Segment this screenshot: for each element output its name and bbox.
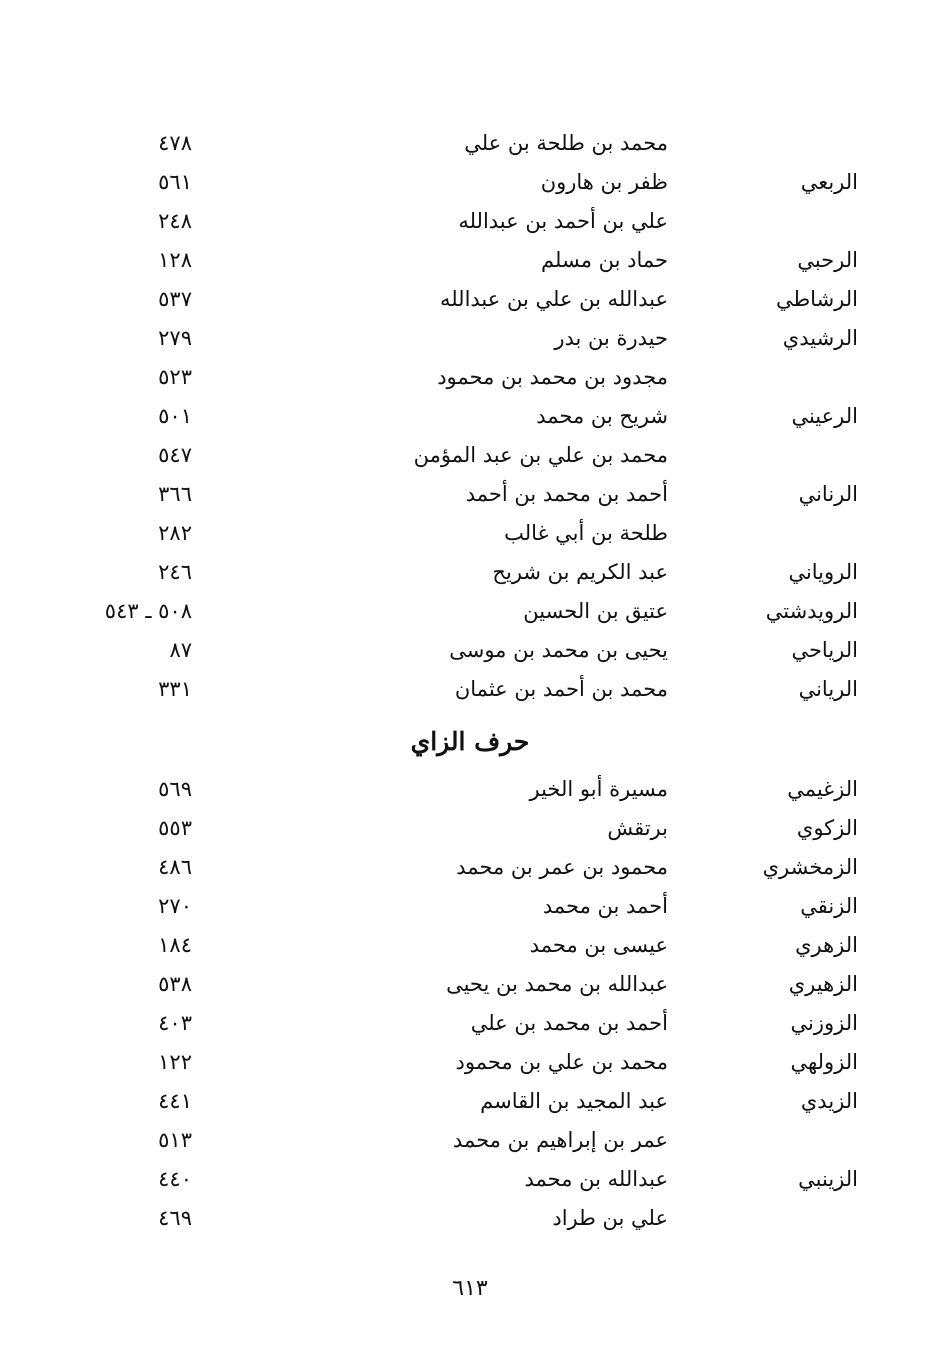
person-name: عيسى بن محمد (529, 933, 668, 957)
person-name: شريح بن محمد (536, 404, 668, 428)
nisba: الزيدي (800, 1089, 858, 1113)
index-row (0, 887, 940, 925)
nisba: الزولهي (790, 1050, 858, 1074)
index-row (0, 397, 940, 435)
person-name: حيدرة بن بدر (554, 326, 668, 350)
index-row (0, 280, 940, 318)
index-row (0, 670, 940, 708)
person-name: عبدالله بن محمد بن يحيى (446, 972, 668, 996)
index-row (0, 1160, 940, 1198)
page-reference: ٥١٣ (158, 1128, 192, 1152)
person-name: ظفر بن هارون (540, 170, 668, 194)
page-reference: ٥٣٧ (158, 287, 192, 311)
index-row (0, 241, 940, 279)
index-row (0, 1004, 940, 1042)
nisba: الزغيمي (787, 777, 858, 801)
index-row (0, 124, 940, 162)
page-reference: ٢٧٩ (158, 326, 192, 350)
index-row (0, 926, 940, 964)
index-row (0, 319, 940, 357)
nisba: الرعيني (791, 404, 858, 428)
person-name: عبدالله بن علي بن عبدالله (439, 287, 668, 311)
page-reference: ٣٦٦ (158, 482, 192, 506)
index-row (0, 202, 940, 240)
page-reference: ٥٠٨ ـ ٥٤٣ (104, 599, 192, 623)
index-row (0, 163, 940, 201)
person-name: أحمد بن محمد بن أحمد (465, 482, 668, 506)
index-row (0, 965, 940, 1003)
page-reference: ٣٣١ (158, 677, 192, 701)
index-row (0, 1121, 940, 1159)
index-row (0, 770, 940, 808)
nisba: الزينبي (798, 1167, 858, 1191)
section-heading: حرف الزاي (410, 727, 530, 756)
page-reference: ١٢٨ (158, 248, 192, 272)
person-name: حماد بن مسلم (541, 248, 668, 272)
nisba: الزنقي (800, 894, 858, 918)
person-name: مجدود بن محمد بن محمود (437, 365, 668, 389)
nisba: الروياني (788, 560, 858, 584)
index-row (0, 1199, 940, 1237)
index-row (0, 1082, 940, 1120)
page-reference: ٤٨٦ (158, 855, 192, 879)
person-name: علي بن طراد (552, 1206, 668, 1230)
page-reference: ٢٤٦ (158, 560, 192, 584)
person-name: محمد بن علي بن عبد المؤمن (413, 443, 668, 467)
page-reference: ٤٦٩ (158, 1206, 192, 1230)
person-name: محمود بن عمر بن محمد (456, 855, 668, 879)
person-name: أحمد بن محمد (542, 894, 668, 918)
page-reference: ٢٧٠ (158, 894, 192, 918)
nisba: الرشاطي (775, 287, 858, 311)
index-row (0, 592, 940, 630)
person-name: عتيق بن الحسين (523, 599, 668, 623)
index-row (0, 358, 940, 396)
page-reference: ٤٤١ (158, 1089, 192, 1113)
person-name: محمد بن طلحة بن علي (464, 131, 668, 155)
person-name: علي بن أحمد بن عبدالله (458, 209, 668, 233)
page-reference: ٤٤٠ (158, 1167, 192, 1191)
index-row (0, 436, 940, 474)
page-reference: ٥٢٣ (158, 365, 192, 389)
nisba: الزهيري (788, 972, 858, 996)
page-reference: ٢٨٢ (158, 521, 192, 545)
page-reference: ٥٠١ (158, 404, 192, 428)
nisba: الرحبي (797, 248, 858, 272)
index-row (0, 475, 940, 513)
nisba: الربعي (800, 170, 858, 194)
index-row (0, 809, 940, 847)
person-name: محمد بن أحمد بن عثمان (454, 677, 668, 701)
nisba: الزهري (795, 933, 858, 957)
person-name: عبد الكريم بن شريح (492, 560, 668, 584)
page-reference: ١٨٤ (158, 933, 192, 957)
nisba: الرويدشتي (765, 599, 858, 623)
nisba: الزكوي (796, 816, 858, 840)
page-reference: ٥٦٩ (158, 777, 192, 801)
nisba: الرياحي (791, 638, 858, 662)
index-row (0, 1043, 940, 1081)
person-name: محمد بن علي بن محمود (455, 1050, 668, 1074)
index-row (0, 848, 940, 886)
page-reference: ١٢٢ (158, 1050, 192, 1074)
page-reference: ٥٥٣ (158, 816, 192, 840)
person-name: مسيرة أبو الخير (529, 777, 668, 801)
page-number: ٦١٣ (452, 1276, 488, 1301)
person-name: يحيى بن محمد بن موسى (449, 638, 668, 662)
nisba: الزوزني (790, 1011, 858, 1035)
index-row (0, 631, 940, 669)
page-reference: ٢٤٨ (158, 209, 192, 233)
page-reference: ٨٧ (169, 638, 192, 662)
person-name: برتقش (607, 816, 668, 840)
nisba: الرناني (798, 482, 858, 506)
nisba: الزمخشري (762, 855, 858, 879)
person-name: أحمد بن محمد بن علي (470, 1011, 668, 1035)
page-reference: ٥٤٧ (158, 443, 192, 467)
page-reference: ٥٣٨ (158, 972, 192, 996)
nisba: الرياني (798, 677, 858, 701)
person-name: عبدالله بن محمد (524, 1167, 668, 1191)
index-row (0, 514, 940, 552)
page-reference: ٤٠٣ (158, 1011, 192, 1035)
index-row (0, 553, 940, 591)
page-reference: ٤٧٨ (158, 131, 192, 155)
person-name: طلحة بن أبي غالب (504, 521, 668, 545)
nisba: الرشيدي (782, 326, 858, 350)
person-name: عمر بن إبراهيم بن محمد (452, 1128, 668, 1152)
page-reference: ٥٦١ (158, 170, 192, 194)
person-name: عبد المجيد بن القاسم (480, 1089, 668, 1113)
